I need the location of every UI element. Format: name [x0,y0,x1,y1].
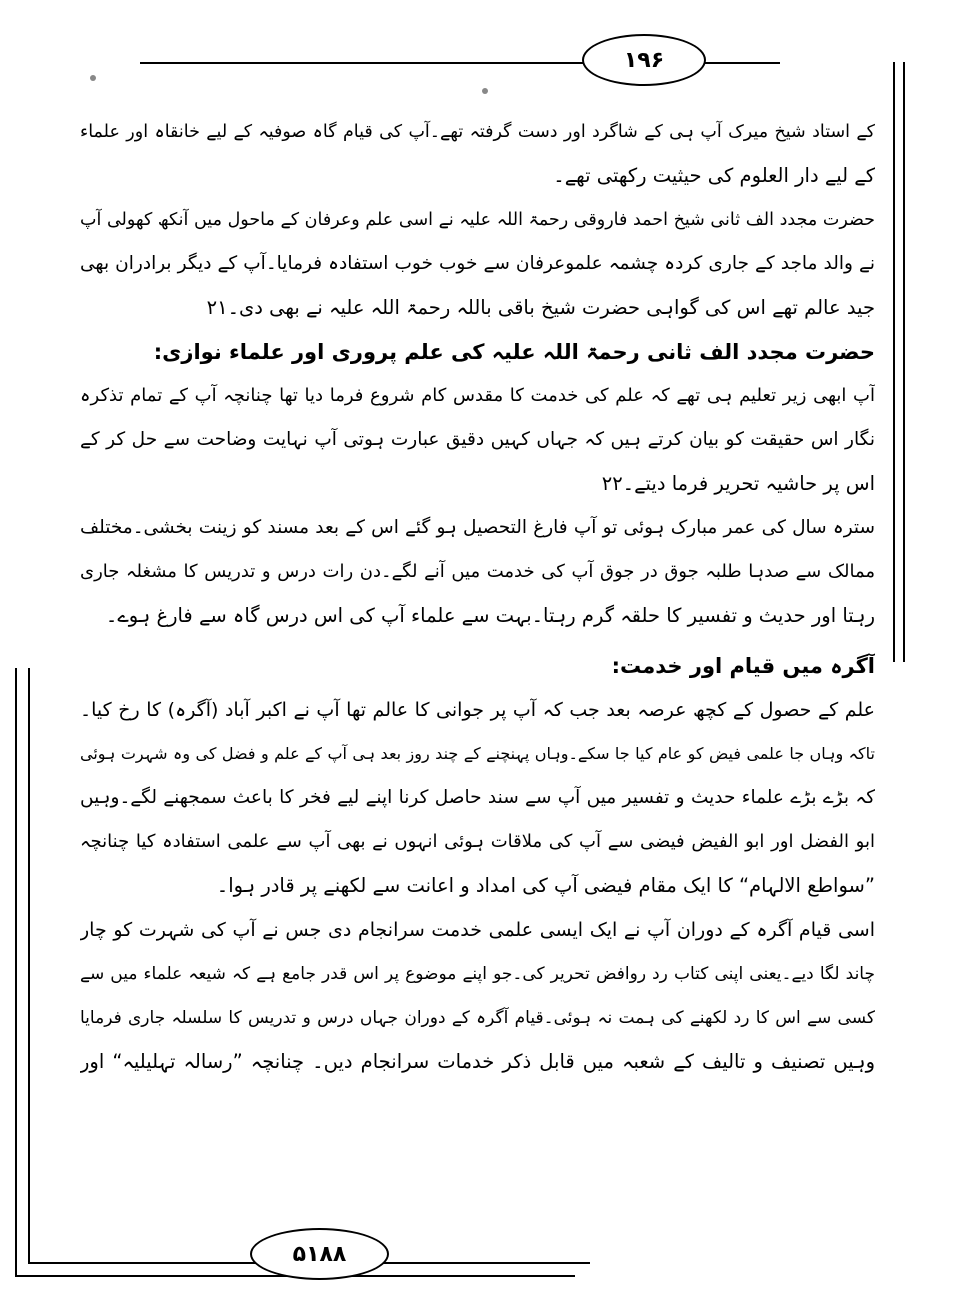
text-line-12: رہتا اور حدیث و تفسیر کا حلقہ گرم رہتا۔بہت سے علماء آپ کی اس درس گاہ سے فارغ ہوے۔ [105,604,875,627]
frame-right-outer-line [893,62,895,662]
page-number-top [582,34,706,86]
text-line-11: ممالک سے صدہا طلبہ جوق در جوق آپ کی خدمت میں آنے لگے۔دن رات درس و تدریس کا مشغلہ جاری [80,561,875,582]
page-number-top-text: ۱۹۶ [623,47,665,73]
scan-speck [482,88,488,94]
text-line-4: نے والد ماجد کے جاری کردہ چشمہ علموعرفان سے خوب خوب استفادہ فرمایا۔آپ کے دیگر برادران بھی [80,253,875,274]
text-line-7: آپ ابھی زیر تعلیم ہی تھے کہ علم کی خدمت کا مقدس کام شروع فرما دیا تھا چنانچہ آپ کے تمام تذکرہ [80,385,875,406]
text-line-5: جید عالم تھے اس کی گواہی حضرت شیخ باقی باللہ رحمۃ اللہ علیہ نے بھی دی۔۲۱ [206,296,875,319]
text-line-20: چاند لگا دیے۔یعنی اپنی کتاب رد روافض تحریر کی۔جو اپنے موضوع پر اس قدر جامع ہے کہ شیعہ علماء میں سے [80,964,875,984]
text-line-10: سترہ سال کی عمر مبارک ہوئی تو آپ فارغ التحصیل ہو گئے اس کے بعد مسند کو زینت بخشی۔مختلف [80,517,875,538]
text-line-3: حضرت مجدد الف ثانی شیخ احمد فاروقی رحمۃ اللہ علیہ نے اسی علم وعرفان کے ماحول میں آنکھ کھولی آپ [80,210,875,230]
text-line-21: کسی سے اس کا رد لکھنے کی ہمت نہ ہوئی۔قیام آگرہ کے دوران جہاں درس و تدریس کا سلسلہ جاری فرمایا [80,1008,875,1028]
text-line-8: نگار اس حقیقت کو بیان کرتے ہیں کہ جہاں کہیں دقیق عبارت ہوتی آپ نہایت وضاحت سے حل کر کے [80,429,875,450]
text-line-22: وہیں تصنیف و تالیف کے شعبہ میں قابل ذکر خدمات سرانجام دیں۔ چنانچہ ”رسالہ تہلیلیہ“ اور [80,1050,875,1073]
page-number-bottom [250,1228,389,1280]
page-body-text [80,110,875,1084]
frame-left-outer-line [15,668,17,1276]
text-line-19: اسی قیام آگرہ کے دوران آپ نے ایک ایسی علمی خدمت سرانجام دی جس نے آپ کی شہرت کو چار [80,919,875,941]
scan-speck [90,75,96,81]
text-line-9: اس پر حاشیہ تحریر فرما دیتے۔۲۲ [601,472,875,495]
text-line-17: ابو الفضل اور ابو الفیض فیضی سے آپ کی ملاقات ہوئی انہوں نے بھی آپ سے علمی استفادہ کیا چنانچہ [80,831,875,852]
text-line-15: تاکہ وہاں جا علمی فیض کو عام کیا جا سکے۔وہاں پہنچنے کے چند روز بعد ہی آپ کے علم و فضل کی وہ شہرت ہوئی [80,744,875,763]
text-line-16: کہ بڑے بڑے علماء حدیث و تفسیر میں آپ سے سند حاصل کرنا اپنے لیے فخر کا باعث سمجھنے لگے۔وہیں [80,787,875,808]
frame-left-inner-line [28,668,30,1264]
section-heading-agra: آگرہ میں قیام اور خدمت: [611,654,875,678]
page-number-bottom-text: ۵۱۸۸ [292,1241,347,1267]
text-line-1: کے استاد شیخ میرک آپ ہی کے شاگرد اور دست گرفتہ تھے۔آپ کی قیام گاہ صوفیہ کے لیے خانقاہ اور علماء [80,122,875,142]
text-line-14: علم کے حصول کے کچھ عرصہ بعد جب کہ آپ پر جوانی کا عالم تھا آپ نے اکبر آباد (آگرہ) کا رخ کیا۔ [80,699,875,721]
frame-right-inner-line [903,62,905,662]
section-heading-scholarship: حضرت مجدد الف ثانی رحمۃ اللہ علیہ کی علم پروری اور علماء نوازی: [153,340,875,364]
text-line-18: ”سواطع الالہام“ کا ایک مقام فیضی آپ کی امداد و اعانت سے لکھنے پر قادر ہوا۔ [216,874,875,897]
text-line-2: کے لیے دار العلوم کی حیثیت رکھتی تھے۔ [553,164,875,187]
